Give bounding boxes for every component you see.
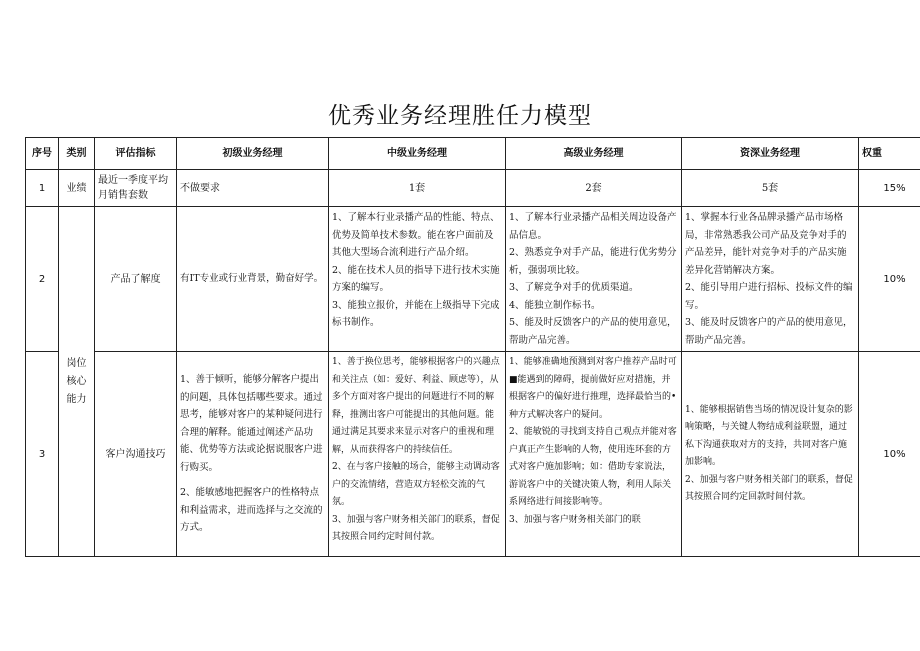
header-cell: 中级业务经理 xyxy=(329,138,506,170)
cell-paragraph: 1、了解本行业录播产品的性能、特点、优势及简单技术参数。能在客户面前及其他大型场合流利进行产品介绍。 xyxy=(332,212,500,258)
cell-paragraph: 2、能敏感地把握客户的性格特点和利益需求，进而选择与之交流的方式。 xyxy=(180,487,323,534)
senior-cell xyxy=(506,207,682,352)
cell-paragraph: 1、善于换位思考，能够根据客户的兴趣点和关注点（如：爱好、利益、顾虑等），从多个方面对客户提出的问题进行不同的解释，推测出客户可能提出的其他问题。能通过满足其要求来显示对客户的重视和理解，从而获得客户的持续信任。 xyxy=(332,357,500,455)
table-row xyxy=(26,352,920,557)
cell-paragraph: 2、加强与客户财务相关部门的联系，督促其按照合同约定回款时间付款。 xyxy=(685,474,853,502)
cell-paragraph: 2、能敏锐的寻找到支持自己观点并能对客户真正产生影响的人物，使用连环套的方式对客户施加影响；如：借助专家说法，游说客户中的关键决策人物，利用人际关系网络进行间接影响等。 xyxy=(509,427,677,507)
middle-cell xyxy=(329,207,506,352)
cell-paragraph: 3、能及时反馈客户的产品的使用意见，帮助产品完善。 xyxy=(685,317,853,346)
row-number: 3 xyxy=(26,352,59,557)
cell-paragraph: 3、能独立报价，并能在上级指导下完成标书制作。 xyxy=(332,299,500,328)
cell-paragraph: 1、能够准确地预测到对客户推荐产品时可■能遇到的障碍，提前做好应对措施，并根据客户的偏好进行推理，选择最恰当的•种方式解决客户的疑问。 xyxy=(509,357,677,420)
header-cell: 评估指标 xyxy=(95,138,177,170)
row-number: 2 xyxy=(26,207,59,352)
weight-cell: 15% xyxy=(859,170,920,207)
weight-cell: 10% xyxy=(859,352,920,557)
junior-cell: 不做要求 xyxy=(177,170,329,207)
cell-paragraph: 1、了解本行业录播产品相关周边设备产品信息。 xyxy=(509,212,677,241)
expert-cell xyxy=(682,352,859,557)
cell-paragraph: 5、能及时反馈客户的产品的使用意见，帮助产品完善。 xyxy=(509,317,677,346)
cell-paragraph: 2、熟悉竞争对手产品，能进行优劣势分析，强弱项比较。 xyxy=(509,247,677,276)
header-cell: 初级业务经理 xyxy=(177,138,329,170)
header-cell: 序号 xyxy=(26,138,59,170)
junior-cell xyxy=(177,207,329,352)
expert-cell: 5套 xyxy=(682,170,859,207)
header-cell: 类别 xyxy=(59,138,95,170)
expert-cell xyxy=(682,207,859,352)
cell-paragraph: 3、了解竞争对手的优质渠道。 xyxy=(509,282,639,293)
senior-cell xyxy=(506,352,682,557)
weight-cell: 10% xyxy=(859,207,920,352)
senior-cell: 2套 xyxy=(506,170,682,207)
table-row xyxy=(26,207,920,352)
header-cell: 权重 xyxy=(859,138,920,170)
indicator-cell: 产品了解度 xyxy=(95,207,177,352)
header-cell: 高级业务经理 xyxy=(506,138,682,170)
junior-cell xyxy=(177,352,329,557)
cell-paragraph: 3、加强与客户财务相关部门的联系，督促其按照合同约定时间付款。 xyxy=(332,514,500,542)
cell-paragraph: 有IT专业或行业背景，勤奋好学。 xyxy=(180,273,324,285)
category-cell: 业绩 xyxy=(59,170,95,207)
cell-paragraph: 2、在与客户接触的场合，能够主动调动客户的交流情绪，营造双方轻松交流的气氛。 xyxy=(332,462,500,507)
middle-cell xyxy=(329,352,506,557)
header-cell: 资深业务经理 xyxy=(682,138,859,170)
cell-paragraph: 1、善于倾听，能够分解客户提出的问题，具体包括哪些要求。通过思考，能够对客户的某种疑问进行合理的解释。能通过阐述产品功能、优势等方法或论据说服客户进行购买。 xyxy=(180,374,323,473)
indicator-cell: 客户沟通技巧 xyxy=(95,352,177,557)
page-title: 优秀业务经理胜任力模型 xyxy=(328,103,592,129)
table-row xyxy=(26,170,920,207)
cell-paragraph: 2、能在技术人员的指导下进行技术实施方案的编写。 xyxy=(332,264,500,293)
header-row xyxy=(26,138,920,170)
row-number: 1 xyxy=(26,170,59,207)
cell-paragraph: 4、能独立制作标书。 xyxy=(509,299,601,311)
competency-table xyxy=(25,137,920,557)
indicator-cell: 最近一季度平均月销售套数 xyxy=(95,170,177,207)
cell-paragraph: 2、能引导用户进行招标、投标文件的编写。 xyxy=(685,282,853,311)
cell-paragraph: 1、掌握本行业各品牌录播产品市场格局，非常熟悉我公司产品及竞争对手的产品差异，能针对竞争对手的产品实施差异化营销解决方案。 xyxy=(685,212,847,276)
merged-category-cell: 岗位核心能力 xyxy=(59,207,95,557)
cell-paragraph: 3、加强与客户财务相关部门的联 xyxy=(509,514,641,525)
middle-cell: 1套 xyxy=(329,170,506,207)
cell-paragraph: 1、能够根据销售当场的情况设计复杂的影响策略，与关键人物结成利益联盟，通过私下沟通获取对方的支持，共同对客户施加影响。 xyxy=(685,404,853,467)
